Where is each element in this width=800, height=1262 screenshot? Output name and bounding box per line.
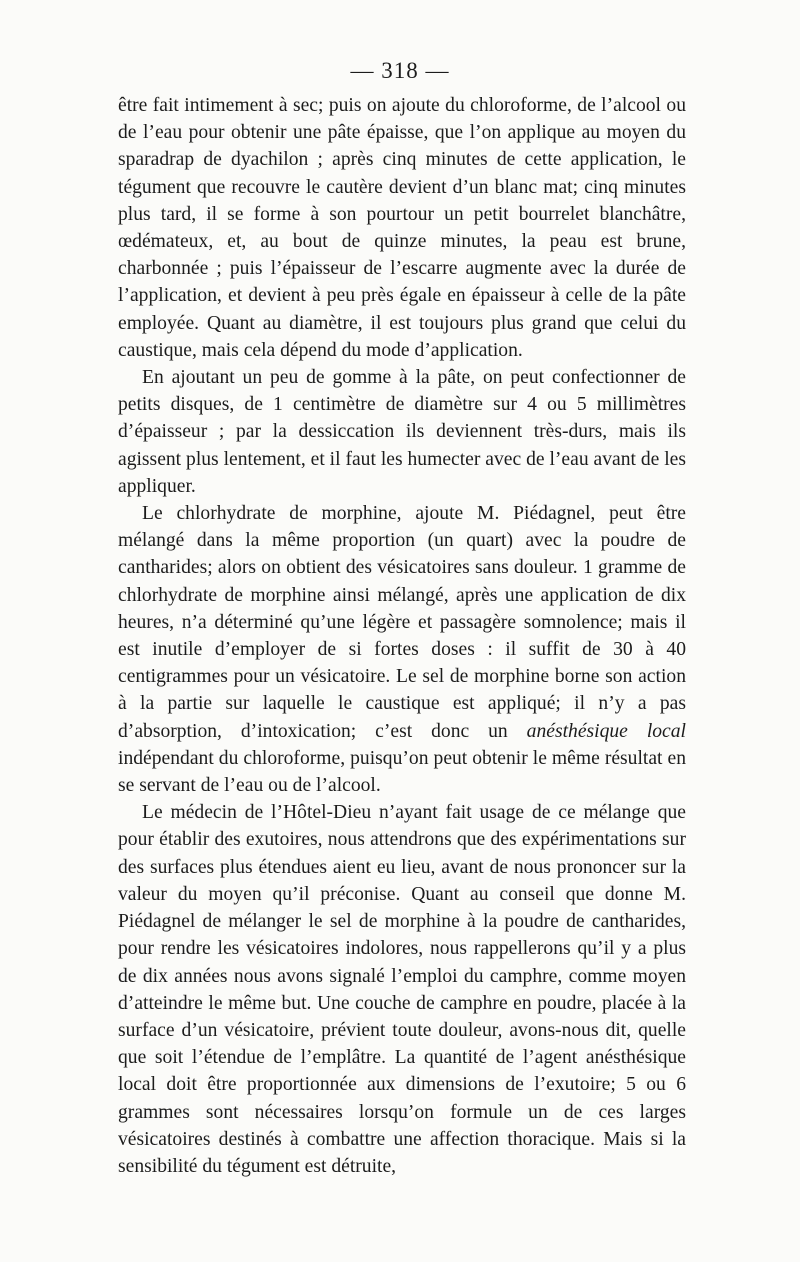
- paragraph-morphine-text-end: indépendant du chloroforme, puisqu’on peut obtenir le même résultat en se servant de l’eau ou de l’alcool.: [118, 747, 686, 797]
- page-number: — 318 —: [350, 58, 450, 83]
- paragraph-morphine-text: Le chlorhydrate de morphine, ajoute M. Piédagnel, peut être mélangé dans la même proportion (un quart) avec la poudre de cantharides; alors on obtient des vésicatoires sans douleur. 1 gramme de chlorhydrate de morphine ainsi mélangé, après une application de dix heures, n’a déterminé qu’une légère et passagère somnolence; mais il est inutile d’employer de si fortes doses : il suffit de 30 à 40 centigrammes pour un vésicatoire. Le sel de morphine borne son action à la partie sur laquelle le caustique est appliqué; il n’y a pas d’absorption, d’intoxication; c’est donc un: [118, 503, 686, 742]
- page-body: [118, 92, 686, 1180]
- paragraph-hotel-dieu: Le médecin de l’Hôtel-Dieu n’ayant fait usage de ce mélange que pour établir des exutoires, nous attendrons que des expérimentations sur des surfaces plus étendues aient eu lieu, avant de nous prononcer sur la valeur du moyen qu’il préconise. Quant au conseil que donne M. Piédagnel de mélanger le sel de morphine à la poudre de cantharides, pour rendre les vésicatoires indolores, nous rappellerons qu’il y a plus de dix années nous avons signalé l’emploi du camphre, comme moyen d’atteindre le même but. Une couche de camphre en poudre, placée à la surface d’un vésicatoire, prévient toute douleur, avons-nous dit, quelle que soit l’étendue de l’emplâtre. La quantité de l’agent anésthésique local doit être proportionnée aux dimensions de l’exutoire; 5 ou 6 grammes sont nécessaires lorsqu’on formule un de ces larges vésicatoires destinés à combattre une affection thoracique. Mais si la sensibilité du tégument est détruite,: [118, 802, 686, 1177]
- italic-term: anésthésique local: [526, 720, 686, 742]
- paragraph-gum-disks: En ajoutant un peu de gomme à la pâte, on peut confectionner de petits disques, de 1 centimètre de diamètre sur 4 ou 5 millimètres d’épaisseur ; par la dessiccation ils deviennent très-durs, mais ils agissent plus lentement, et il faut les humecter avec de l’eau avant de les appliquer.: [118, 367, 686, 497]
- paragraph-continuation: être fait intimement à sec; puis on ajoute du chloroforme, de l’alcool ou de l’eau pour obtenir une pâte épaisse, que l’on applique au moyen du sparadrap de dyachilon ; après cinq minutes de cette application, le tégument que recouvre le cautère devient d’un blanc mat; cinq minutes plus tard, il se forme à son pourtour un petit bourrelet blanchâtre, œdémateux, et, au bout de quinze minutes, la peau est brune, charbonnée ; puis l’épaisseur de l’escarre augmente avec la durée de l’application, et devient à peu près égale en épaisseur à celle de la pâte employée. Quant au diamètre, il est toujours plus grand que celui du caustique, mais cela dépend du mode d’application.: [118, 95, 686, 361]
- paragraph-morphine: [118, 500, 686, 799]
